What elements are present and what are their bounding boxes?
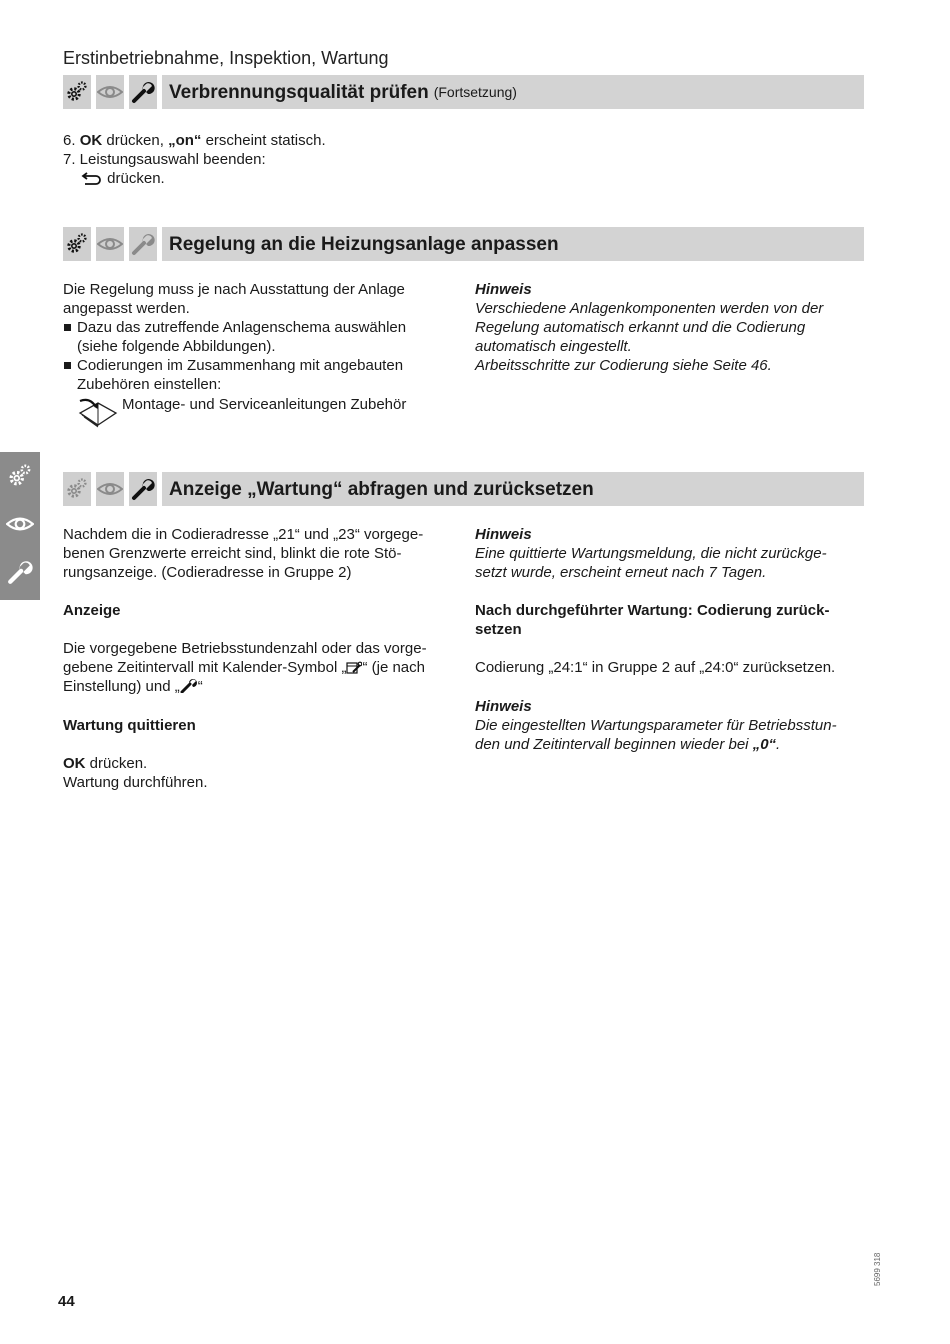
body-text-with-icon <box>63 677 203 696</box>
inspection-eye-icon <box>6 510 34 538</box>
commissioning-icon <box>63 472 91 506</box>
inspection-eye-icon <box>96 75 124 109</box>
subheading-anzeige: Anzeige <box>63 602 121 619</box>
subheading-reset: setzen <box>475 621 522 638</box>
body-text: Einstellung) und „ <box>63 678 180 695</box>
note-text-part: . <box>776 736 781 753</box>
calendar-wrench-icon <box>346 660 362 674</box>
body-text: rungsanzeige. (Codieradresse in Gruppe 2) <box>63 564 352 581</box>
note-heading: Hinweis <box>475 526 532 543</box>
body-text: Wartung durchführen. <box>63 774 208 791</box>
document-number: 5699 318 <box>873 1252 882 1286</box>
step-7-action <box>81 169 165 188</box>
note-text: Regelung automatisch erkannt und die Codierung <box>475 319 806 336</box>
note-text <box>475 735 780 754</box>
book-reference-icon <box>76 395 120 429</box>
step-number: 6. <box>63 132 76 149</box>
section-title-bar <box>162 472 864 506</box>
on-display-label: „on“ <box>168 132 202 149</box>
side-tab <box>0 452 40 600</box>
bullet-text-cont: (siehe folgende Abbildungen). <box>77 338 276 355</box>
section-title: Regelung an die Heizungsanlage anpassen <box>169 233 559 255</box>
section-title: Anzeige „Wartung“ abfragen und zurücksetzen <box>169 478 594 500</box>
note-text: Die eingestellten Wartungsparameter für Betriebsstun- <box>475 717 837 734</box>
chapter-title: Erstinbetriebnahme, Inspektion, Wartung <box>63 48 389 68</box>
body-text: “ <box>197 678 203 695</box>
note-text: Verschiedene Anlagenkomponenten werden von der <box>475 300 824 317</box>
body-text: angepasst werden. <box>63 300 190 317</box>
maintenance-wrench-icon <box>129 227 157 261</box>
body-text: Nachdem die in Codieradresse „21“ und „23“ vorgege- <box>63 526 424 543</box>
bullet-item <box>63 356 403 375</box>
note-text: automatisch eingestellt. <box>475 338 632 355</box>
bullet-text-cont: Zubehören einstellen: <box>77 376 222 393</box>
body-text: Die Regelung muss je nach Ausstattung der Anlage <box>63 281 405 298</box>
body-text-with-icon <box>63 658 425 677</box>
bullet-item <box>63 318 406 337</box>
inspection-eye-icon <box>96 472 124 506</box>
body-text: drücken. <box>89 755 148 772</box>
section-title-bar <box>162 227 864 261</box>
note-text: Arbeitsschritte zur Codierung siehe Seite 46. <box>475 357 772 374</box>
section-subtitle: (Fortsetzung) <box>433 83 517 100</box>
bullet-text: Codierungen im Zusammenhang mit angebauten <box>77 357 404 374</box>
book-reference-text: Montage- und Serviceanleitungen Zubehör <box>122 396 407 413</box>
note-heading: Hinweis <box>475 698 532 715</box>
body-text: Codierung „24:1“ in Gruppe 2 auf „24:0“ zurücksetzen. <box>475 659 836 676</box>
body-text: benen Grenzwerte erreicht sind, blinkt die rote Stö- <box>63 545 402 562</box>
note-text-part: den und Zeitintervall beginnen wieder bei <box>475 736 753 753</box>
wrench-icon <box>180 679 198 693</box>
note-text: Eine quittierte Wartungsmeldung, die nicht zurückge- <box>475 545 827 562</box>
note-text: setzt wurde, erscheint erneut nach 7 Tagen. <box>475 564 767 581</box>
subheading-quittieren: Wartung quittieren <box>63 717 196 734</box>
note-heading: Hinweis <box>475 281 532 298</box>
maintenance-wrench-icon <box>129 75 157 109</box>
step-text: erscheint statisch. <box>205 132 326 149</box>
body-text: “ (je nach <box>362 659 425 676</box>
commissioning-icon <box>63 227 91 261</box>
bullet-square-icon <box>64 362 71 369</box>
bullet-square-icon <box>64 324 71 331</box>
section-header-regelung <box>63 227 864 261</box>
subheading-reset: Nach durchgeführter Wartung: Codierung zurück- <box>475 602 830 619</box>
section-title: Verbrennungsqualität prüfen <box>169 81 429 103</box>
inspection-eye-icon <box>96 227 124 261</box>
ok-key-label: OK <box>63 755 86 772</box>
commissioning-icon <box>6 462 34 490</box>
note-value: „0“ <box>752 736 777 753</box>
maintenance-wrench-icon <box>6 558 34 586</box>
section-header-verbrennung <box>63 75 864 109</box>
ok-key-label: OK <box>79 132 103 149</box>
step-6 <box>63 131 326 150</box>
body-text: Die vorgegebene Betriebsstundenzahl oder das vorge- <box>63 640 427 657</box>
commissioning-icon <box>63 75 91 109</box>
ok-step <box>63 754 147 773</box>
body-text: gebene Zeitintervall mit Kalender-Symbol „ <box>63 659 347 676</box>
bullet-text: Dazu das zutreffende Anlagenschema auswählen <box>77 319 407 336</box>
step-text: drücken, <box>106 132 164 149</box>
maintenance-wrench-icon <box>129 472 157 506</box>
back-arrow-icon <box>81 170 103 186</box>
step-7: 7. Leistungsauswahl beenden: <box>63 151 266 168</box>
page-number: 44 <box>58 1293 75 1310</box>
step-text: drücken. <box>107 170 165 187</box>
section-title-bar <box>162 75 864 109</box>
section-header-wartung <box>63 472 864 506</box>
